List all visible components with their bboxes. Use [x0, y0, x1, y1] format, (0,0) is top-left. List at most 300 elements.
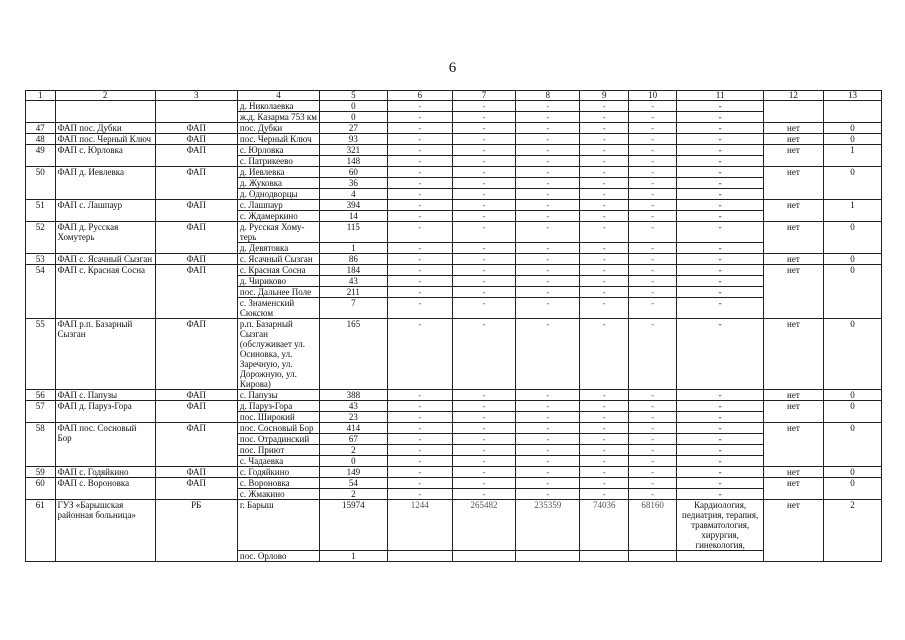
value-cell-10: - [628, 456, 676, 467]
value-cell-6: - [387, 123, 452, 134]
population-cell: 1 [320, 551, 387, 562]
value-cell-9: - [580, 401, 628, 412]
value-cell-9: - [580, 134, 628, 145]
availability-cell: нет [763, 265, 823, 319]
population-cell: 165 [320, 319, 387, 390]
population-cell: 321 [320, 145, 387, 156]
facility-type-cell: ФАП [155, 254, 237, 265]
specialties-cell: - [677, 434, 763, 445]
specialties-cell: - [677, 101, 763, 112]
value-cell-10: - [628, 145, 676, 156]
population-cell: 7 [320, 298, 387, 319]
facility-name-cell: ГУЗ «Барышская районная больница» [55, 500, 155, 562]
specialties-cell: - [677, 156, 763, 167]
value-cell-6 [387, 551, 452, 562]
value-cell-9: - [580, 167, 628, 178]
value-cell-8: - [516, 178, 580, 189]
value-cell-8: - [516, 145, 580, 156]
locality-cell: пос. Отрадинский [237, 434, 319, 445]
row-number-cell: 50 [26, 167, 56, 200]
value-cell-8: - [516, 489, 580, 500]
facility-name-cell: ФАП с. Вороновка [55, 478, 155, 500]
value-cell-7: - [452, 423, 515, 434]
row-number-cell: 49 [26, 145, 56, 167]
population-cell: 43 [320, 401, 387, 412]
column-number-row [26, 91, 882, 101]
count-cell: 0 [823, 401, 881, 423]
locality-cell: пос. Черный Ключ [237, 134, 319, 145]
specialties-cell [677, 551, 763, 562]
count-cell: 0 [823, 478, 881, 500]
value-cell-6: - [387, 178, 452, 189]
value-cell-7: - [452, 200, 515, 211]
population-cell: 14 [320, 211, 387, 222]
population-cell: 2 [320, 445, 387, 456]
locality-cell: д. Жуковка [237, 178, 319, 189]
specialties-cell: - [677, 401, 763, 412]
value-cell-6: - [387, 211, 452, 222]
row-number-cell: 58 [26, 423, 56, 467]
column-header: 4 [237, 91, 319, 101]
population-cell: 2 [320, 489, 387, 500]
value-cell-8: - [516, 390, 580, 401]
value-cell-10: - [628, 423, 676, 434]
value-cell-9: - [580, 276, 628, 287]
value-cell-7: - [452, 445, 515, 456]
locality-cell: с. Юрловка [237, 145, 319, 156]
population-cell: 67 [320, 434, 387, 445]
value-cell-10: - [628, 254, 676, 265]
value-cell-8: - [516, 319, 580, 390]
population-cell: 0 [320, 456, 387, 467]
value-cell-10: - [628, 200, 676, 211]
value-cell-9: - [580, 156, 628, 167]
table-row [26, 200, 882, 211]
value-cell-10: - [628, 434, 676, 445]
value-cell-10: - [628, 412, 676, 423]
value-cell-7: - [452, 101, 515, 112]
value-cell-7: - [452, 434, 515, 445]
count-cell: 0 [823, 467, 881, 478]
value-cell-8: - [516, 189, 580, 200]
population-cell: 1 [320, 243, 387, 254]
value-cell-9: - [580, 145, 628, 156]
count-cell: 0 [823, 134, 881, 145]
locality-cell: с. Папузы [237, 390, 319, 401]
value-cell-6: - [387, 276, 452, 287]
locality-cell: д. Паруз-Гора [237, 401, 319, 412]
value-cell-7: - [452, 211, 515, 222]
locality-cell: с. Жмакино [237, 489, 319, 500]
column-header: 1 [26, 91, 56, 101]
value-cell-9: - [580, 478, 628, 489]
value-cell-7: - [452, 401, 515, 412]
table-row [26, 319, 882, 390]
value-cell-6: - [387, 319, 452, 390]
availability-cell: нет [763, 467, 823, 478]
value-cell-7: - [452, 276, 515, 287]
specialties-cell: - [677, 478, 763, 489]
value-cell-7: - [452, 478, 515, 489]
value-cell-8: - [516, 112, 580, 123]
value-cell-8: - [516, 222, 580, 243]
locality-cell: с. Вороновка [237, 478, 319, 489]
table-row [26, 478, 882, 489]
value-cell-6: - [387, 145, 452, 156]
availability-cell: нет [763, 167, 823, 200]
population-cell: 93 [320, 134, 387, 145]
row-number-cell: 59 [26, 467, 56, 478]
locality-cell: д. Николаевка [237, 101, 319, 112]
facility-type-cell: ФАП [155, 200, 237, 222]
value-cell-9: - [580, 287, 628, 298]
value-cell-8: - [516, 265, 580, 276]
table-row [26, 222, 882, 243]
specialties-cell: - [677, 189, 763, 200]
row-number-cell: 61 [26, 500, 56, 562]
specialties-cell: Кардиология, педиатрия, терапия, травматология, хирургия, гинекология, [677, 500, 763, 551]
value-cell-10: - [628, 401, 676, 412]
value-cell-6: - [387, 101, 452, 112]
value-cell-6: - [387, 478, 452, 489]
locality-cell: д. Иевлевка [237, 167, 319, 178]
specialties-cell: - [677, 287, 763, 298]
facility-name-cell: ФАП с. Красная Сосна [55, 265, 155, 319]
column-header: 5 [320, 91, 387, 101]
specialties-cell: - [677, 390, 763, 401]
hospital-table [25, 90, 882, 562]
population-cell: 27 [320, 123, 387, 134]
column-header: 13 [823, 91, 881, 101]
value-cell-7: - [452, 243, 515, 254]
value-cell-8: - [516, 467, 580, 478]
value-cell-8: - [516, 298, 580, 319]
value-cell-10: - [628, 319, 676, 390]
table-row [26, 101, 882, 112]
facility-type-cell [155, 101, 237, 123]
locality-cell: г. Барыш [237, 500, 319, 551]
value-cell-6: - [387, 401, 452, 412]
locality-cell: с. Красная Сосна [237, 265, 319, 276]
population-cell: 86 [320, 254, 387, 265]
value-cell-10: - [628, 189, 676, 200]
row-number-cell: 54 [26, 265, 56, 319]
value-cell-8 [516, 551, 580, 562]
facility-name-cell: ФАП с. Годяйкино [55, 467, 155, 478]
population-cell: 388 [320, 390, 387, 401]
value-cell-6: - [387, 254, 452, 265]
value-cell-8: - [516, 200, 580, 211]
row-number-cell: 56 [26, 390, 56, 401]
specialties-cell: - [677, 412, 763, 423]
value-cell-9: - [580, 101, 628, 112]
value-cell-10: - [628, 134, 676, 145]
locality-cell: с. Патрикеево [237, 156, 319, 167]
value-cell-9: - [580, 319, 628, 390]
value-cell-8: - [516, 456, 580, 467]
count-cell: 0 [823, 319, 881, 390]
row-number-cell: 51 [26, 200, 56, 222]
value-cell-7: - [452, 222, 515, 243]
value-cell-9: - [580, 298, 628, 319]
locality-cell: р.п. Базарный Сызган (обслуживает ул. Осиновка, ул. Заречную, ул. Дорожную, ул. Кирова) [237, 319, 319, 390]
value-cell-10: - [628, 123, 676, 134]
table-row [26, 123, 882, 134]
value-cell-9: - [580, 467, 628, 478]
facility-name-cell: ФАП с. Папузы [55, 390, 155, 401]
value-cell-6: - [387, 167, 452, 178]
table-row [26, 134, 882, 145]
value-cell-6: - [387, 456, 452, 467]
value-cell-10: - [628, 167, 676, 178]
value-cell-7: 265482 [452, 500, 515, 551]
population-cell: 36 [320, 178, 387, 189]
value-cell-9: - [580, 112, 628, 123]
value-cell-6: - [387, 200, 452, 211]
value-cell-6: - [387, 265, 452, 276]
value-cell-7: - [452, 456, 515, 467]
column-header: 10 [628, 91, 676, 101]
value-cell-10: - [628, 222, 676, 243]
facility-name-cell: ФАП д. Паруз-Гора [55, 401, 155, 423]
specialties-cell: - [677, 123, 763, 134]
value-cell-7: - [452, 189, 515, 200]
facility-name-cell: ФАП с. Юрловка [55, 145, 155, 167]
value-cell-9: - [580, 123, 628, 134]
column-header: 9 [580, 91, 628, 101]
specialties-cell: - [677, 298, 763, 319]
table-row [26, 401, 882, 412]
value-cell-10 [628, 551, 676, 562]
availability-cell: нет [763, 123, 823, 134]
locality-cell: пос. Приют [237, 445, 319, 456]
value-cell-6: - [387, 467, 452, 478]
facility-name-cell: ФАП д. Иевлевка [55, 167, 155, 200]
specialties-cell: - [677, 319, 763, 390]
value-cell-10: - [628, 243, 676, 254]
specialties-cell: - [677, 254, 763, 265]
availability-cell: нет [763, 423, 823, 467]
value-cell-10: - [628, 101, 676, 112]
value-cell-10: - [628, 178, 676, 189]
value-cell-7: - [452, 167, 515, 178]
facility-type-cell: ФАП [155, 319, 237, 390]
value-cell-9: - [580, 222, 628, 243]
facility-type-cell: ФАП [155, 123, 237, 134]
locality-cell: с. Ясачный Сызган [237, 254, 319, 265]
specialties-cell: - [677, 265, 763, 276]
value-cell-9: - [580, 200, 628, 211]
value-cell-10: - [628, 287, 676, 298]
value-cell-8: 235359 [516, 500, 580, 551]
column-header: 8 [516, 91, 580, 101]
locality-cell: пос. Дубки [237, 123, 319, 134]
value-cell-10: 68160 [628, 500, 676, 551]
specialties-cell: - [677, 211, 763, 222]
value-cell-6: - [387, 243, 452, 254]
count-cell: 1 [823, 145, 881, 167]
facility-type-cell: ФАП [155, 265, 237, 319]
table-row [26, 390, 882, 401]
value-cell-6: - [387, 189, 452, 200]
locality-cell: пос. Широкий [237, 412, 319, 423]
value-cell-9: - [580, 211, 628, 222]
column-header: 2 [55, 91, 155, 101]
availability-cell: нет [763, 145, 823, 167]
table-row [26, 500, 882, 551]
availability-cell: нет [763, 319, 823, 390]
value-cell-10: - [628, 265, 676, 276]
facility-name-cell: ФАП р.п. Базарный Сызган [55, 319, 155, 390]
value-cell-6: - [387, 156, 452, 167]
facility-type-cell: ФАП [155, 167, 237, 200]
availability-cell: нет [763, 134, 823, 145]
value-cell-9: - [580, 189, 628, 200]
population-cell: 60 [320, 167, 387, 178]
locality-cell: с. Годяйкино [237, 467, 319, 478]
value-cell-6: - [387, 489, 452, 500]
value-cell-7: - [452, 298, 515, 319]
value-cell-6: - [387, 390, 452, 401]
column-header: 11 [677, 91, 763, 101]
facility-name-cell [55, 101, 155, 123]
facility-type-cell: ФАП [155, 222, 237, 254]
table-row [26, 167, 882, 178]
value-cell-7: - [452, 156, 515, 167]
row-number-cell: 52 [26, 222, 56, 254]
page-number: 6 [448, 60, 457, 76]
specialties-cell: - [677, 112, 763, 123]
facility-type-cell: ФАП [155, 134, 237, 145]
value-cell-9: - [580, 456, 628, 467]
value-cell-7: - [452, 287, 515, 298]
locality-cell: с. Ждамеркино [237, 211, 319, 222]
count-cell: 0 [823, 167, 881, 200]
value-cell-10: - [628, 298, 676, 319]
value-cell-6: - [387, 112, 452, 123]
value-cell-7: - [452, 123, 515, 134]
availability-cell [763, 101, 823, 123]
specialties-cell: - [677, 145, 763, 156]
locality-cell: пос. Орлово [237, 551, 319, 562]
specialties-cell: - [677, 222, 763, 243]
specialties-cell: - [677, 489, 763, 500]
count-cell: 0 [823, 265, 881, 319]
count-cell: 0 [823, 390, 881, 401]
value-cell-8: - [516, 276, 580, 287]
value-cell-6: - [387, 423, 452, 434]
locality-cell: пос. Сосновый Бор [237, 423, 319, 434]
value-cell-7: - [452, 145, 515, 156]
facility-name-cell: ФАП с. Ясачный Сызган [55, 254, 155, 265]
value-cell-7: - [452, 178, 515, 189]
column-header: 7 [452, 91, 515, 101]
facility-type-cell: ФАП [155, 467, 237, 478]
specialties-cell: - [677, 423, 763, 434]
value-cell-8: - [516, 156, 580, 167]
facility-name-cell: ФАП пос. Сосновый Бор [55, 423, 155, 467]
value-cell-8: - [516, 401, 580, 412]
value-cell-10: - [628, 211, 676, 222]
availability-cell: нет [763, 254, 823, 265]
table-row [26, 423, 882, 434]
facility-type-cell: РБ [155, 500, 237, 562]
locality-cell: с. Лашпаур [237, 200, 319, 211]
row-number-cell: 60 [26, 478, 56, 500]
facility-name-cell: ФАП с. Лашпаур [55, 200, 155, 222]
population-cell: 23 [320, 412, 387, 423]
population-cell: 115 [320, 222, 387, 243]
locality-cell: ж.д. Казарма 753 км [237, 112, 319, 123]
facility-type-cell: ФАП [155, 478, 237, 500]
table-body [26, 101, 882, 562]
facility-name-cell: ФАП пос. Черный Ключ [55, 134, 155, 145]
availability-cell: нет [763, 500, 823, 562]
value-cell-8: - [516, 211, 580, 222]
facility-type-cell: ФАП [155, 401, 237, 423]
specialties-cell: - [677, 456, 763, 467]
value-cell-9: - [580, 434, 628, 445]
value-cell-9: - [580, 390, 628, 401]
availability-cell: нет [763, 478, 823, 500]
value-cell-7: - [452, 254, 515, 265]
population-cell: 4 [320, 189, 387, 200]
facility-type-cell: ФАП [155, 145, 237, 167]
population-cell: 54 [320, 478, 387, 489]
value-cell-6: - [387, 298, 452, 319]
facility-name-cell: ФАП д. Русская Хомутерь [55, 222, 155, 254]
specialties-cell: - [677, 178, 763, 189]
value-cell-7: - [452, 412, 515, 423]
value-cell-8: - [516, 254, 580, 265]
availability-cell: нет [763, 222, 823, 254]
population-cell: 414 [320, 423, 387, 434]
value-cell-7: - [452, 489, 515, 500]
locality-cell: с. Знаменский Сюксюм [237, 298, 319, 319]
specialties-cell: - [677, 276, 763, 287]
value-cell-9: - [580, 412, 628, 423]
value-cell-8: - [516, 478, 580, 489]
table-row [26, 254, 882, 265]
count-cell: 2 [823, 500, 881, 562]
population-cell: 0 [320, 101, 387, 112]
locality-cell: д. Девятовка [237, 243, 319, 254]
value-cell-10: - [628, 390, 676, 401]
count-cell: 0 [823, 254, 881, 265]
value-cell-9: - [580, 445, 628, 456]
facility-name-cell: ФАП пос. Дубки [55, 123, 155, 134]
specialties-cell: - [677, 467, 763, 478]
column-header: 6 [387, 91, 452, 101]
value-cell-7: - [452, 265, 515, 276]
value-cell-9: 74036 [580, 500, 628, 551]
value-cell-6: - [387, 287, 452, 298]
value-cell-6: 1244 [387, 500, 452, 551]
value-cell-9: - [580, 423, 628, 434]
specialties-cell: - [677, 243, 763, 254]
population-cell: 184 [320, 265, 387, 276]
value-cell-10: - [628, 467, 676, 478]
value-cell-10: - [628, 489, 676, 500]
population-cell: 0 [320, 112, 387, 123]
specialties-cell: - [677, 200, 763, 211]
value-cell-7: - [452, 390, 515, 401]
count-cell: 0 [823, 123, 881, 134]
count-cell: 0 [823, 222, 881, 254]
availability-cell: нет [763, 401, 823, 423]
value-cell-9 [580, 551, 628, 562]
value-cell-7 [452, 551, 515, 562]
